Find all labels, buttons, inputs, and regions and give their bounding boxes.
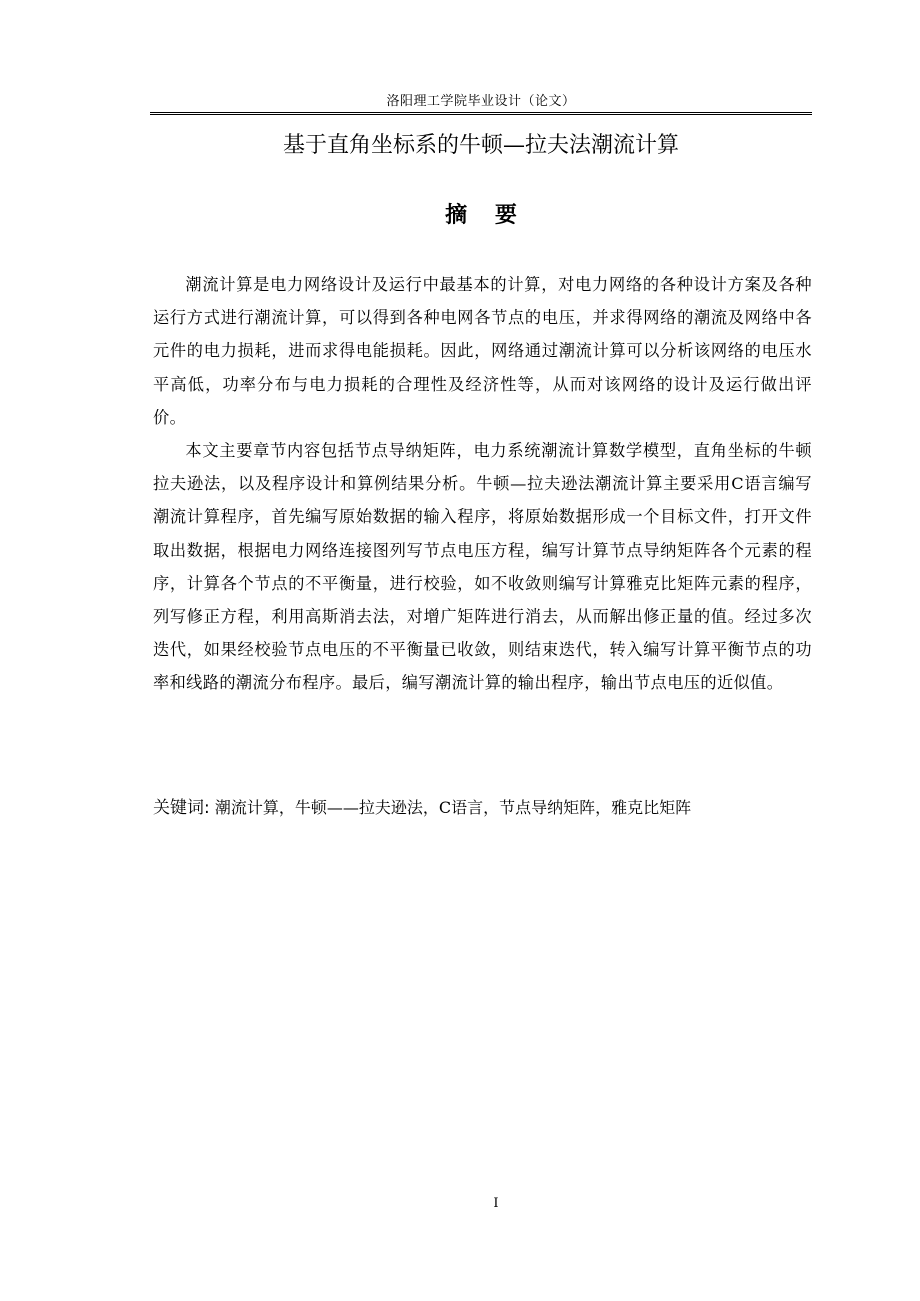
keywords-text: 潮流计算，牛顿——拉夫逊法，C语言，节点导纳矩阵，雅克比矩阵 xyxy=(209,798,692,817)
keywords-line xyxy=(153,793,812,823)
document-title: 基于直角坐标系的牛顿—拉夫法潮流计算 xyxy=(282,133,679,158)
running-header: 洛阳理工学院毕业设计（论文） xyxy=(386,94,576,109)
abstract-heading: 摘 要 xyxy=(445,203,527,228)
abstract-body xyxy=(153,268,812,700)
header-rule xyxy=(150,112,812,115)
abstract-paragraph-2: 本文主要章节内容包括节点导纳矩阵，电力系统潮流计算数学模型，直角坐标的牛顿拉夫逊法，以及程序设计和算例结果分析。牛顿—拉夫逊法潮流计算主要采用C语言编写潮流计算程序，首先编写原始数据的输入程序，将原始数据形成一个目标文件，打开文件取出数据，根据电力网络连接图列写节点电压方程，编写计算节点导纳矩阵各个元素的程序，计算各个节点的不平衡量，进行校验，如不收敛则编写计算雅克比矩阵元素的程序，列写修正方程，利用高斯消去法，对增广矩阵进行消去，从而解出修正量的值。经过多次迭代，如果经校验节点电压的不平衡量已收敛，则结束迭代，转入编写计算平衡节点的功率和线路的潮流分布程序。最后，编写潮流计算的输出程序，输出节点电压的近似值。 xyxy=(153,441,812,693)
abstract-paragraph-1: 潮流计算是电力网络设计及运行中最基本的计算，对电力网络的各种设计方案及各种运行方式进行潮流计算，可以得到各种电网各节点的电压，并求得网络的潮流及网络中各元件的电力损耗，进而求得电能损耗。因此，网络通过潮流计算可以分析该网络的电压水平高低，功率分布与电力损耗的合理性及经济性等，从而对该网络的设计及运行做出评价。 xyxy=(153,275,812,427)
page-number: I xyxy=(493,1196,499,1211)
keywords-label: 关键词: xyxy=(153,798,210,818)
